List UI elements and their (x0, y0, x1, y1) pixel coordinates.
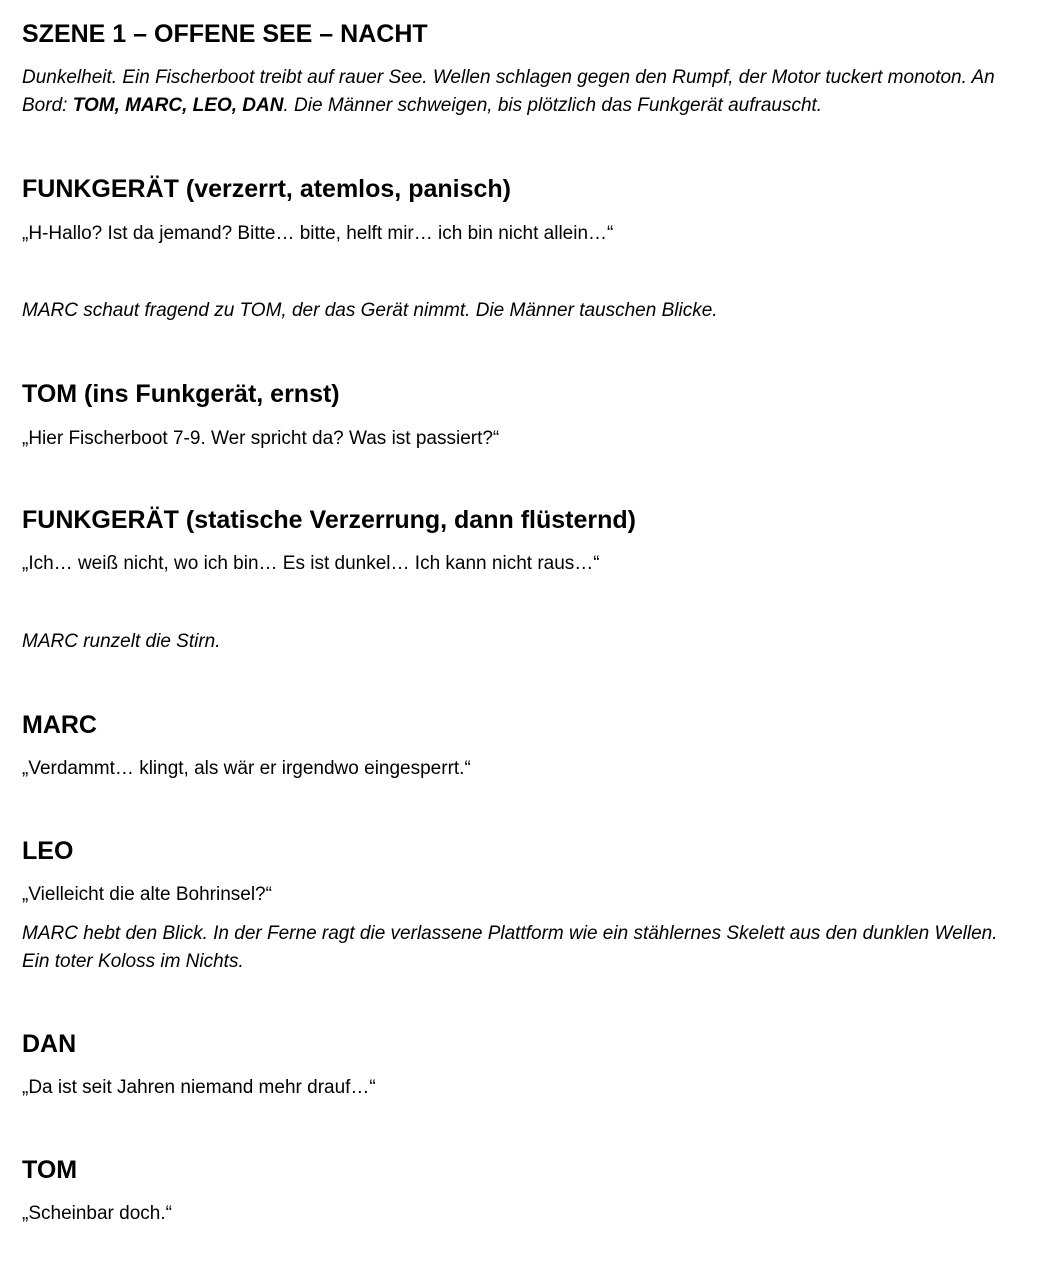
action-plattform: MARC hebt den Blick. In der Ferne ragt die verlassene Plattform wie ein stählernes Skelett aus den dunklen Wellen. Ein toter Koloss im Nichts. (22, 923, 998, 972)
action-marc-stirn: MARC runzelt die Stirn. (22, 631, 221, 652)
intro-action (22, 64, 1027, 120)
dialogue-tom-1: „Hier Fischerboot 7-9. Wer spricht da? Was ist passiert?“ (22, 428, 500, 449)
dialogue-tom-2: „Scheinbar doch.“ (22, 1203, 172, 1224)
speaker-tom-2: TOM (22, 1156, 78, 1184)
intro-text-part1: Dunkelheit. Ein Fischerboot treibt auf rauer See. Wellen schlagen gegen den Rumpf, der Motor tuckert monoton. An Bord: (22, 67, 995, 116)
speaker-marc: MARC (22, 711, 97, 739)
intro-text-part2: . Die Männer schweigen, bis plötzlich das Funkgerät aufrauscht. (283, 95, 823, 116)
speaker-funkgeraet-2: FUNKGERÄT (statische Verzerrung, dann flüsternd) (22, 506, 636, 534)
speaker-leo: LEO (22, 837, 74, 865)
dialogue-dan: „Da ist seit Jahren niemand mehr drauf…“ (22, 1077, 376, 1098)
dialogue-marc: „Verdammt… klingt, als wär er irgendwo eingesperrt.“ (22, 758, 471, 779)
speaker-funkgeraet-1: FUNKGERÄT (verzerrt, atemlos, panisch) (22, 175, 511, 203)
dialogue-funkgeraet-2: „Ich… weiß nicht, wo ich bin… Es ist dunkel… Ich kann nicht raus…“ (22, 553, 600, 574)
speaker-dan: DAN (22, 1030, 77, 1058)
scene-heading: SZENE 1 – OFFENE SEE – NACHT (22, 20, 428, 48)
speaker-tom-1: TOM (ins Funkgerät, ernst) (22, 380, 340, 408)
intro-crew-names: TOM, MARC, LEO, DAN (72, 95, 284, 116)
dialogue-funkgeraet-1: „H-Hallo? Ist da jemand? Bitte… bitte, helft mir… ich bin nicht allein…“ (22, 223, 614, 244)
dialogue-leo: „Vielleicht die alte Bohrinsel?“ (22, 884, 272, 905)
action-marc-tom: MARC schaut fragend zu TOM, der das Gerät nimmt. Die Männer tauschen Blicke. (22, 300, 718, 321)
